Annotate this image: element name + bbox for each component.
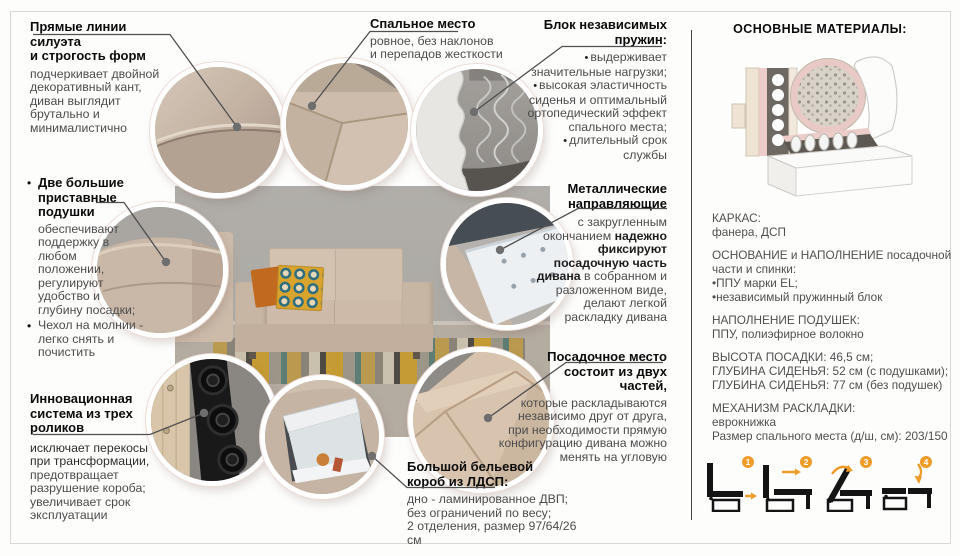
materials-panel-title: ОСНОВНЫЕ МАТЕРИАЛЫ: (733, 22, 907, 36)
feature-block-rollers (30, 392, 176, 523)
feature-title: направляющие (567, 195, 667, 211)
feature-block-pillows (27, 176, 157, 360)
feature-body: с закругленным окончанием надежно фиксируют посадочную часть дивана в собранном и разложенном виде, делают легкой раскладку дивана (536, 215, 667, 324)
right-panel-divider (691, 30, 692, 520)
spec-section-frame (712, 211, 952, 239)
feature-body: предотвращает разрушение короба; увеличивает срок эксплуатации (30, 467, 146, 522)
spec-line: ППУ, полиэфирное волокно (712, 327, 864, 341)
specs-list (712, 211, 952, 452)
fold-step-3 (820, 454, 876, 510)
photo-sofa-leg (249, 352, 256, 359)
feature-title: Спальное место (370, 16, 476, 31)
feature-block-rails (535, 182, 667, 324)
feature-title: Две большие приставные подушки (38, 175, 124, 219)
spec-line: ГЛУБИНА СИДЕНЬЯ: 77 см (без подушек) (712, 378, 943, 392)
feature-block-seat-sections (495, 350, 667, 464)
spec-section-pillow-filling (712, 313, 952, 341)
bullet-icon: • (584, 52, 589, 64)
detail-photo-storage-box (260, 375, 384, 499)
feature-block-springs (527, 18, 667, 162)
bullet-icon: • (533, 80, 538, 92)
spec-line: МЕХАНИЗМ РАСКЛАДКИ: (712, 401, 856, 415)
feature-body: которые раскладываются независимо друг от друга, при необходимости прямую конфигурацию дивана можно менять на угловую (498, 395, 667, 464)
spec-line: •независимый пружинный блок (712, 290, 883, 304)
spec-line: НАПОЛНЕНИЕ ПОДУШЕК: (712, 313, 860, 327)
feature-body: ровное, без наклонов (370, 33, 494, 48)
feature-body: обеспечивают поддержку в любом положении, регулируют удобство и глубину посадки; (38, 221, 136, 317)
bullet-icon: • (563, 135, 568, 147)
step-number-badge: 2 (800, 456, 812, 468)
spec-section-dimensions (712, 350, 952, 392)
feature-body: • высокая эластичность сиденья и оптимальный ортопедический эффект спального места; (527, 78, 667, 134)
spec-section-base-filling (712, 248, 952, 304)
feature-block-storage-box (407, 460, 587, 547)
feature-title: Посадочное место (547, 349, 667, 364)
spec-line: КАРКАС: (712, 211, 761, 225)
feature-body: и перепадов жесткости (370, 47, 503, 61)
fold-mechanism-steps (698, 454, 948, 512)
feature-body: • длительный срок службы (563, 133, 667, 162)
photo-patterned-pillow (276, 265, 324, 311)
fold-step-1-icon (702, 460, 758, 512)
spec-line: ВЫСОТА ПОСАДКИ: 46,5 см; (712, 350, 874, 364)
fold-step-4-icon (880, 460, 936, 512)
feature-block-straight-lines (30, 20, 176, 135)
fold-step-2 (760, 454, 816, 510)
feature-title: Блок независимых (543, 17, 667, 32)
step-number-badge: 1 (742, 456, 754, 468)
detail-photo-sleeping-surface (281, 58, 413, 190)
feature-title: Прямые линии силуэта (30, 19, 127, 49)
bullet-icon: • (27, 176, 32, 190)
photo-back-cushion-right (335, 248, 403, 304)
fold-step-4 (880, 454, 936, 510)
feature-title: роликов (30, 420, 85, 435)
feature-body: без ограничений по весу; (407, 505, 552, 520)
spec-line: фанера, ДСП (712, 225, 787, 239)
feature-title: частей, (619, 378, 667, 393)
spec-line: ГЛУБИНА СИДЕНЬЯ: 52 см (с подушками); (712, 364, 949, 378)
fold-step-1 (702, 454, 758, 510)
step-number-badge: 3 (860, 456, 872, 468)
bullet-icon: • (27, 319, 32, 333)
photo-sofa-base (235, 324, 433, 352)
feature-title: состоит из двух (564, 363, 667, 379)
feature-body: исключает перекосы при трансформации, (30, 440, 150, 468)
spec-line: еврокнижка (712, 415, 777, 429)
fold-step-2-icon (760, 460, 816, 512)
feature-title: короб из ЛДСП: (407, 473, 509, 489)
feature-block-sleeping-place (370, 17, 530, 62)
spec-line: Размер спального места (д/ш, см): 203/150 (712, 429, 948, 443)
feature-title: и строгость форм (30, 48, 146, 63)
feature-title: Большой бельевой (407, 459, 534, 474)
fold-step-3-icon (820, 460, 876, 512)
feature-title: Металлические (567, 181, 667, 196)
feature-body: подчеркивает двойной декоративный кант, диван выглядит брутально и минималистично (30, 66, 160, 135)
feature-body: Чехол на молнии - легко снять и почистить (38, 318, 144, 359)
feature-body: • выдерживает значительные нагрузки; (531, 50, 667, 79)
spec-section-mechanism (712, 401, 952, 443)
feature-body: дно - ламинированное ДВП; (407, 492, 569, 506)
spec-line: •ППУ марки EL; (712, 276, 798, 290)
step-number-badge: 4 (920, 456, 932, 468)
feature-title: Инновационная (30, 391, 133, 406)
photo-sofa-leg (413, 352, 420, 359)
feature-title: пружин: (614, 31, 667, 47)
detail-photo-spring-block (411, 64, 543, 196)
feature-title: система из трех (30, 405, 133, 421)
feature-body: 2 отделения, размер 97/64/26 см (407, 519, 577, 547)
spec-line: ОСНОВАНИЕ и НАПОЛНЕНИЕ посадочной части и спинки: (712, 248, 952, 276)
materials-cutaway-diagram (716, 36, 924, 204)
